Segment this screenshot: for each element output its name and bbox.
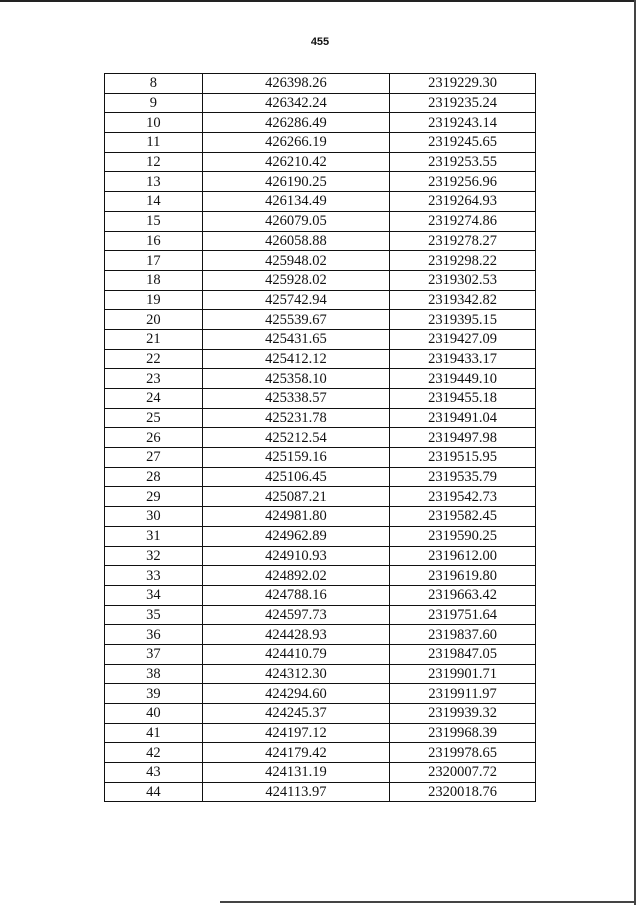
point-number-cell: 41 — [105, 723, 203, 743]
x-coordinate-cell: 426210.42 — [202, 152, 389, 172]
x-coordinate-cell: 425231.78 — [202, 408, 389, 428]
x-coordinate-cell: 424179.42 — [202, 743, 389, 763]
table-row — [105, 448, 536, 468]
table-row — [105, 329, 536, 349]
x-coordinate-cell: 424113.97 — [202, 782, 389, 802]
table-row — [105, 113, 536, 133]
point-number-cell: 26 — [105, 428, 203, 448]
point-number-cell: 40 — [105, 704, 203, 724]
table-row — [105, 74, 536, 94]
point-number-cell: 28 — [105, 467, 203, 487]
table-row — [105, 428, 536, 448]
point-number-cell: 8 — [105, 74, 203, 94]
table-row — [105, 251, 536, 271]
point-number-cell: 36 — [105, 625, 203, 645]
table-row — [105, 349, 536, 369]
y-coordinate-cell: 2319968.39 — [390, 723, 536, 743]
table-row — [105, 782, 536, 802]
point-number-cell: 23 — [105, 369, 203, 389]
point-number-cell: 29 — [105, 487, 203, 507]
table-row — [105, 605, 536, 625]
point-number-cell: 22 — [105, 349, 203, 369]
point-number-cell: 24 — [105, 389, 203, 409]
table-row — [105, 546, 536, 566]
point-number-cell: 9 — [105, 93, 203, 113]
y-coordinate-cell: 2319837.60 — [390, 625, 536, 645]
right-border-line — [634, 0, 636, 905]
table-row — [105, 625, 536, 645]
x-coordinate-cell: 426079.05 — [202, 211, 389, 231]
x-coordinate-cell: 426342.24 — [202, 93, 389, 113]
table-row — [105, 585, 536, 605]
y-coordinate-cell: 2319395.15 — [390, 310, 536, 330]
x-coordinate-cell: 425358.10 — [202, 369, 389, 389]
table-row — [105, 644, 536, 664]
table-row — [105, 152, 536, 172]
y-coordinate-cell: 2319978.65 — [390, 743, 536, 763]
table-row — [105, 566, 536, 586]
point-number-cell: 10 — [105, 113, 203, 133]
x-coordinate-cell: 425212.54 — [202, 428, 389, 448]
table-row — [105, 211, 536, 231]
x-coordinate-cell: 425431.65 — [202, 329, 389, 349]
x-coordinate-cell: 425338.57 — [202, 389, 389, 409]
table-row — [105, 723, 536, 743]
point-number-cell: 35 — [105, 605, 203, 625]
y-coordinate-cell: 2319449.10 — [390, 369, 536, 389]
point-number-cell: 18 — [105, 270, 203, 290]
x-coordinate-cell: 424597.73 — [202, 605, 389, 625]
x-coordinate-cell: 426134.49 — [202, 192, 389, 212]
point-number-cell: 30 — [105, 507, 203, 527]
table-row — [105, 389, 536, 409]
point-number-cell: 27 — [105, 448, 203, 468]
x-coordinate-cell: 424910.93 — [202, 546, 389, 566]
table-row — [105, 743, 536, 763]
table-row — [105, 133, 536, 153]
point-number-cell: 20 — [105, 310, 203, 330]
y-coordinate-cell: 2319619.80 — [390, 566, 536, 586]
y-coordinate-cell: 2319264.93 — [390, 192, 536, 212]
table-row — [105, 369, 536, 389]
point-number-cell: 31 — [105, 526, 203, 546]
bottom-border-line — [220, 901, 634, 903]
point-number-cell: 33 — [105, 566, 203, 586]
table-row — [105, 763, 536, 783]
y-coordinate-cell: 2319535.79 — [390, 467, 536, 487]
y-coordinate-cell: 2319901.71 — [390, 664, 536, 684]
y-coordinate-cell: 2319455.18 — [390, 389, 536, 409]
y-coordinate-cell: 2319491.04 — [390, 408, 536, 428]
point-number-cell: 43 — [105, 763, 203, 783]
x-coordinate-cell: 424428.93 — [202, 625, 389, 645]
x-coordinate-cell: 425948.02 — [202, 251, 389, 271]
table-row — [105, 270, 536, 290]
point-number-cell: 16 — [105, 231, 203, 251]
y-coordinate-cell: 2319847.05 — [390, 644, 536, 664]
point-number-cell: 32 — [105, 546, 203, 566]
table-row — [105, 231, 536, 251]
y-coordinate-cell: 2319278.27 — [390, 231, 536, 251]
point-number-cell: 11 — [105, 133, 203, 153]
y-coordinate-cell: 2320018.76 — [390, 782, 536, 802]
y-coordinate-cell: 2319342.82 — [390, 290, 536, 310]
page-number: 455 — [310, 36, 330, 48]
table-row — [105, 487, 536, 507]
x-coordinate-cell: 424981.80 — [202, 507, 389, 527]
y-coordinate-cell: 2319939.32 — [390, 704, 536, 724]
y-coordinate-cell: 2319427.09 — [390, 329, 536, 349]
table-row — [105, 290, 536, 310]
y-coordinate-cell: 2319302.53 — [390, 270, 536, 290]
y-coordinate-cell: 2319274.86 — [390, 211, 536, 231]
x-coordinate-cell: 425159.16 — [202, 448, 389, 468]
point-number-cell: 19 — [105, 290, 203, 310]
x-coordinate-cell: 424892.02 — [202, 566, 389, 586]
point-number-cell: 13 — [105, 172, 203, 192]
y-coordinate-cell: 2319433.17 — [390, 349, 536, 369]
point-number-cell: 39 — [105, 684, 203, 704]
y-coordinate-cell: 2319229.30 — [390, 74, 536, 94]
x-coordinate-cell: 425539.67 — [202, 310, 389, 330]
x-coordinate-cell: 424131.19 — [202, 763, 389, 783]
y-coordinate-cell: 2319256.96 — [390, 172, 536, 192]
x-coordinate-cell: 425412.12 — [202, 349, 389, 369]
x-coordinate-cell: 424962.89 — [202, 526, 389, 546]
y-coordinate-cell: 2319590.25 — [390, 526, 536, 546]
y-coordinate-cell: 2319243.14 — [390, 113, 536, 133]
y-coordinate-cell: 2319245.65 — [390, 133, 536, 153]
y-coordinate-cell: 2319497.98 — [390, 428, 536, 448]
point-number-cell: 12 — [105, 152, 203, 172]
point-number-cell: 34 — [105, 585, 203, 605]
point-number-cell: 21 — [105, 329, 203, 349]
x-coordinate-cell: 424197.12 — [202, 723, 389, 743]
table-row — [105, 192, 536, 212]
x-coordinate-cell: 426398.26 — [202, 74, 389, 94]
table-row — [105, 310, 536, 330]
x-coordinate-cell: 424294.60 — [202, 684, 389, 704]
table-row — [105, 408, 536, 428]
y-coordinate-cell: 2319235.24 — [390, 93, 536, 113]
x-coordinate-cell: 426058.88 — [202, 231, 389, 251]
x-coordinate-cell: 425742.94 — [202, 290, 389, 310]
x-coordinate-cell: 426266.19 — [202, 133, 389, 153]
table-row — [105, 93, 536, 113]
point-number-cell: 42 — [105, 743, 203, 763]
y-coordinate-cell: 2319751.64 — [390, 605, 536, 625]
y-coordinate-cell: 2319582.45 — [390, 507, 536, 527]
y-coordinate-cell: 2319515.95 — [390, 448, 536, 468]
x-coordinate-cell: 425106.45 — [202, 467, 389, 487]
table-row — [105, 704, 536, 724]
table-row — [105, 664, 536, 684]
point-number-cell: 44 — [105, 782, 203, 802]
table-row — [105, 526, 536, 546]
y-coordinate-cell: 2319542.73 — [390, 487, 536, 507]
top-border-line — [0, 0, 634, 2]
point-number-cell: 17 — [105, 251, 203, 271]
point-number-cell: 15 — [105, 211, 203, 231]
x-coordinate-cell: 426286.49 — [202, 113, 389, 133]
point-number-cell: 25 — [105, 408, 203, 428]
y-coordinate-cell: 2319298.22 — [390, 251, 536, 271]
point-number-cell: 38 — [105, 664, 203, 684]
table-row — [105, 467, 536, 487]
x-coordinate-cell: 424312.30 — [202, 664, 389, 684]
y-coordinate-cell: 2320007.72 — [390, 763, 536, 783]
x-coordinate-cell: 426190.25 — [202, 172, 389, 192]
table-row — [105, 172, 536, 192]
coordinates-table — [104, 73, 536, 802]
point-number-cell: 37 — [105, 644, 203, 664]
x-coordinate-cell: 425928.02 — [202, 270, 389, 290]
x-coordinate-cell: 425087.21 — [202, 487, 389, 507]
x-coordinate-cell: 424410.79 — [202, 644, 389, 664]
y-coordinate-cell: 2319911.97 — [390, 684, 536, 704]
table-row — [105, 684, 536, 704]
y-coordinate-cell: 2319253.55 — [390, 152, 536, 172]
table-row — [105, 507, 536, 527]
y-coordinate-cell: 2319663.42 — [390, 585, 536, 605]
x-coordinate-cell: 424788.16 — [202, 585, 389, 605]
x-coordinate-cell: 424245.37 — [202, 704, 389, 724]
point-number-cell: 14 — [105, 192, 203, 212]
y-coordinate-cell: 2319612.00 — [390, 546, 536, 566]
coordinates-table-body — [105, 74, 536, 802]
